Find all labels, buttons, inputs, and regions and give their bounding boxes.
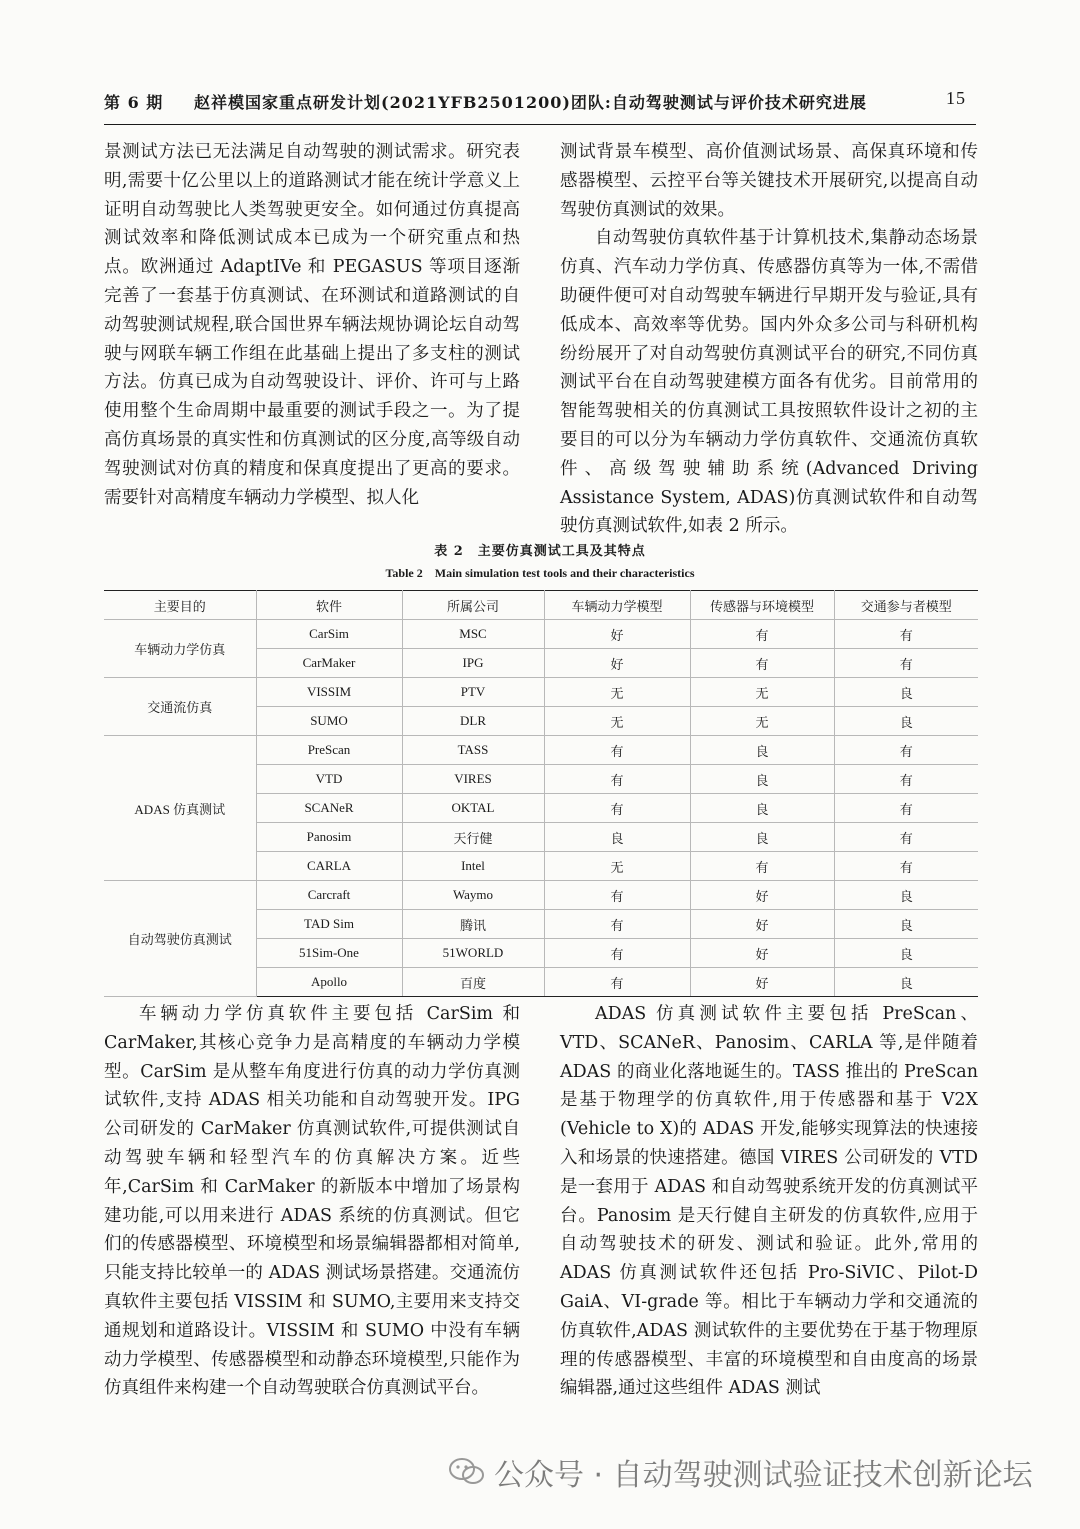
table-row [104,620,978,649]
purpose-cell: 车辆动力学仿真 [104,620,256,678]
table-cell: CARLA [256,852,402,881]
table-cell: 有 [544,968,690,997]
table-cell: CarSim [256,620,402,649]
table-cell: 腾讯 [402,910,544,939]
table-cell: 有 [544,910,690,939]
table-cell: 良 [690,736,834,765]
table-cell: 无 [690,707,834,736]
simulation-tools-table [104,590,978,997]
table-cell: PreScan [256,736,402,765]
table-cell: 无 [690,678,834,707]
table-cell: SUMO [256,707,402,736]
table-cell: 有 [544,765,690,794]
table-cell: 良 [834,968,978,997]
table-cell: Apollo [256,968,402,997]
table-cell: 好 [690,968,834,997]
table-cell: VTD [256,765,402,794]
wechat-icon [448,1457,486,1487]
table-cell: 有 [544,881,690,910]
table-caption-en: Table 2 Main simulation test tools and their characteristics [385,566,695,580]
table-cell: 百度 [402,968,544,997]
header-cell: 车辆动力学模型 [544,591,690,620]
table-cell: 有 [690,852,834,881]
table-cell: 无 [544,707,690,736]
table-cell: 良 [834,678,978,707]
header-rule [104,124,976,125]
paragraph: 景测试方法已无法满足自动驾驶的测试需求。研究表明,需要十亿公里以上的道路测试才能在统计学意义上证明自动驾驶比人类驾驶更安全。如何通过仿真提高测试效率和降低测试成本已成为一个研究重点和热点。欧洲通过 AdaptIVe 和 PEGASUS 等项目逐渐完善了一套基于仿真测试、在环测试和道路测试的自动驾驶测试规程,联合国世界车辆法规协调论坛自动驾驶与网联车辆工作组在此基础上提出了多支柱的测试方法。仿真已成为自动驾驶设计、评价、许可与上路使用整个生命周期中最重要的测试手段之一。为了提高仿真场景的真实性和仿真测试的区分度,高等级自动驾驶测试对仿真的精度和保真度提出了更高的要求。需要针对高精度车辆动力学模型、拟人化 [104,142,520,508]
table-cell: 良 [690,823,834,852]
table-cell: 有 [690,649,834,678]
lower-right-column [560,1000,978,1403]
table-cell: 51Sim-One [256,939,402,968]
table-cell: Carcraft [256,881,402,910]
upper-right-column [560,138,978,541]
table-cell: 良 [834,707,978,736]
table-cell: 好 [690,881,834,910]
table-cell: 好 [544,649,690,678]
table-cell: 有 [834,852,978,881]
table-cell: TAD Sim [256,910,402,939]
table-cell: 无 [544,678,690,707]
table-cell: 有 [544,794,690,823]
table-row [104,881,978,910]
table-cell: 天行健 [402,823,544,852]
running-header [104,88,974,116]
header-cell: 所属公司 [402,591,544,620]
table-cell: PTV [402,678,544,707]
watermark-text: 公众号 · 自动驾驶测试验证技术创新论坛 [494,1458,1033,1493]
table-cell: 有 [544,939,690,968]
page-number: 15 [946,88,966,108]
table-cell: 有 [834,649,978,678]
purpose-cell: 交通流仿真 [104,678,256,736]
wechat-watermark [448,1452,1033,1492]
table-cell: 有 [834,823,978,852]
table-cell: OKTAL [402,794,544,823]
table-cell: 良 [544,823,690,852]
header-cell: 交通参与者模型 [834,591,978,620]
table-cell: 好 [690,910,834,939]
table-row [104,736,978,765]
table-cell: SCANeR [256,794,402,823]
table-cell: TASS [402,736,544,765]
lower-left-column [104,1000,520,1403]
table-cell: 良 [834,910,978,939]
header-cell: 传感器与环境模型 [690,591,834,620]
table-cell: 良 [834,881,978,910]
table-cell: 有 [544,736,690,765]
table-cell: IPG [402,649,544,678]
table-caption-cn: 表 2 主要仿真测试工具及其特点 [434,544,646,559]
table-cell: 好 [544,620,690,649]
issue-number: 第 6 期 [104,93,164,112]
table-cell: 良 [834,939,978,968]
table-row [104,678,978,707]
header-cell: 主要目的 [104,591,256,620]
table-cell: 有 [834,736,978,765]
table-cell: VIRES [402,765,544,794]
table-cell: Panosim [256,823,402,852]
table-cell: Intel [402,852,544,881]
table-cell: 良 [690,794,834,823]
table-cell: 无 [544,852,690,881]
table-cell: 好 [690,939,834,968]
running-title: 赵祥模国家重点研发计划(2021YFB2501200)团队:自动驾驶测试与评价技术研究进展 [194,93,867,112]
header-cell: 软件 [256,591,402,620]
purpose-cell: 自动驾驶仿真测试 [104,881,256,997]
table-cell: DLR [402,707,544,736]
table-cell: MSC [402,620,544,649]
paragraph: 自动驾驶仿真软件基于计算机技术,集静动态场景仿真、汽车动力学仿真、传感器仿真等为一体,不需借助硬件便可对自动驾驶车辆进行早期开发与验证,具有低成本、高效率等优势。国内外众多公司与科研机构纷纷展开了对自动驾驶仿真测试平台的研究,不同仿真测试平台在自动驾驶建模方面各有优劣。目前常用的智能驾驶相关的仿真测试工具按照软件设计之初的主要目的可以分为车辆动力学仿真软件、交通流仿真软件、高级驾驶辅助系统(Advanced Driving Assistance System, ADAS)仿真测试软件和自动驾驶仿真测试软件,如表 2 所示。 [560,228,978,537]
upper-left-column [104,138,520,512]
table-cell: VISSIM [256,678,402,707]
table-cell: 有 [834,620,978,649]
paragraph: 测试背景车模型、高价值测试场景、高保真环境和传感器模型、云控平台等关键技术开展研究,以提高自动驾驶仿真测试的效果。 [560,142,978,220]
paragraph: 车辆动力学仿真软件主要包括 CarSim 和 CarMaker,其核心竞争力是高精度的车辆动力学模型。CarSim 是从整车角度进行仿真的动力学仿真测试软件,支持 ADAS 相关功能和自动驾驶开发。IPG 公司研发的 CarMaker 仿真测试软件,可提供测试自动驾驶车辆和轻型汽车的仿真解决方案。近些年,CarSim 和 CarMaker 的新版本中增加了场景构建功能,可以用来进行 ADAS 系统的仿真测试。但它们的传感器模型、环境模型和场景编辑器都相对简单,只能支持比较单一的 ADAS 测试场景搭建。交通流仿真软件主要包括 VISSIM 和 SUMO,主要用来支持交通规划和道路设计。VISSIM 和 SUMO 中没有车辆动力学模型、传感器模型和动静态环境模型,只能作为仿真组件来构建一个自动驾驶联合仿真测试平台。 [104,1004,520,1399]
table-cell: Waymo [402,881,544,910]
table-cell: 有 [834,794,978,823]
purpose-cell: ADAS 仿真测试 [104,736,256,881]
table-cell: 51WORLD [402,939,544,968]
table-header-row [104,591,978,620]
paragraph: ADAS 仿真测试软件主要包括 PreScan、VTD、SCANeR、Panosim、CARLA 等,是伴随着 ADAS 的商业化落地诞生的。TASS 推出的 PreScan 是基于物理学的仿真软件,用于传感器和基于 V2X (Vehicle to X)的 ADAS 开发,能够实现算法的快速接入和场景的快速搭建。德国 VIRES 公司研发的 VTD 是一套用于 ADAS 和自动驾驶系统开发的仿真测试平台。Panosim 是天行健自主研发的仿真软件,应用于自动驾驶技术的研发、测试和验证。此外,常用的 ADAS 仿真测试软件还包括 Pro-SiVIC、Pilot-D GaiA、VI-grade 等。相比于车辆动力学和交通流的仿真软件,ADAS 测试软件的主要优势在于基于物理原理的传感器模型、丰富的环境模型和自由度高的场景编辑器,通过这些组件 ADAS 测试 [560,1004,978,1399]
table-cell: 良 [690,765,834,794]
table-cell: 有 [690,620,834,649]
table-cell: 有 [834,765,978,794]
table-cell: CarMaker [256,649,402,678]
